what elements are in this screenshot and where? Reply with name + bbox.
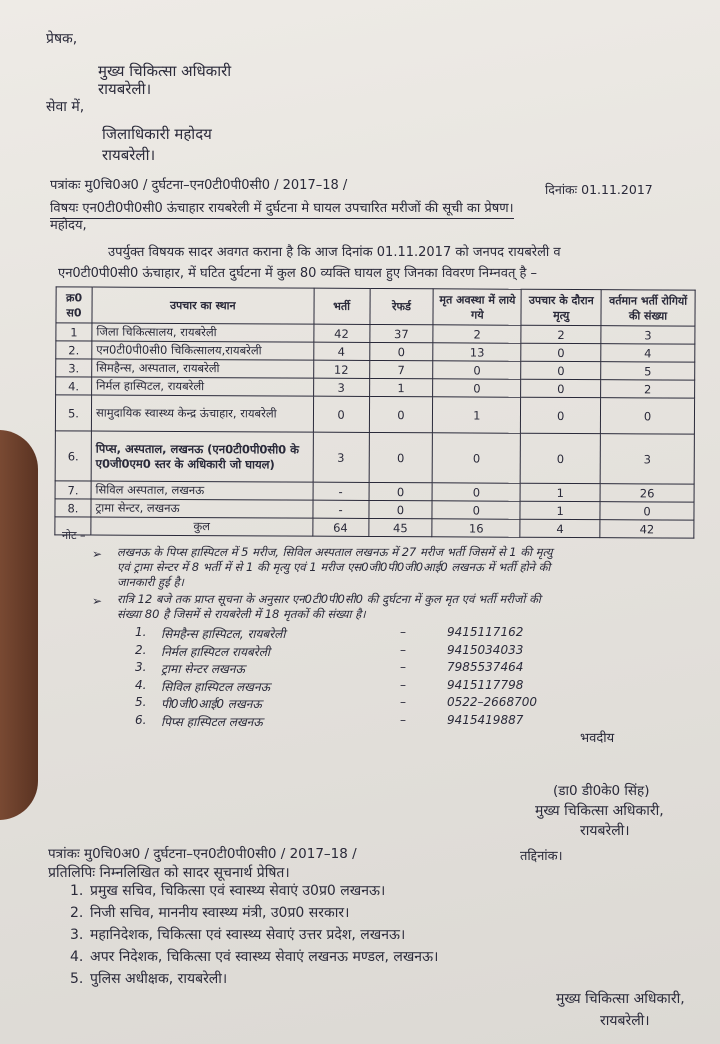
header-place: उपचार का स्थान — [92, 287, 314, 324]
contact-num: 6. — [135, 712, 147, 727]
copy-num: 1. — [70, 883, 84, 899]
cell-sno: 6. — [55, 431, 91, 481]
copy-sign-place: रायबरेली। — [600, 1013, 650, 1029]
cell-sno: 5. — [55, 395, 91, 431]
contact-name: पी0जी0आई0 लखनऊ — [161, 697, 262, 711]
notes-label: नोट – — [62, 529, 86, 542]
cell-admitted: 12 — [313, 360, 369, 378]
contact-num: 1. — [135, 625, 147, 639]
cell-current: 26 — [600, 484, 694, 502]
cell-referred: 37 — [369, 324, 433, 342]
contact-dash: – — [400, 712, 406, 727]
cell-admitted: 4 — [313, 342, 369, 360]
cell-referred: 0 — [369, 432, 433, 482]
list-item — [135, 713, 585, 731]
contact-dash: – — [400, 660, 406, 674]
from-title: मुख्य चिकित्सा अधिकारी — [98, 62, 232, 80]
cell-referred: 0 — [368, 500, 432, 518]
copy-num: 2. — [70, 905, 84, 921]
cell-current: 5 — [601, 362, 695, 380]
copy-num: 5. — [70, 971, 84, 987]
list-item — [135, 625, 585, 643]
list-item — [135, 660, 585, 678]
contact-name: ट्रामा सेन्टर लखनऊ — [161, 662, 245, 676]
total-admitted: 64 — [312, 518, 368, 536]
cell-sno: 2. — [56, 341, 92, 359]
letter-date: दिनांकः 01.11.2017 — [545, 182, 653, 197]
copy-date: तद्दिनांक। — [520, 849, 563, 864]
note-1-line-2: एवं ट्रामा सेन्टर में 8 भर्ती में से 1 की मृत्यु एवं 1 मरीज एस0जी0पी0जी0आई0 लखनऊ में भर्ती होने की — [117, 560, 551, 574]
copy-text: निजी सचिव, माननीय स्वास्थ्य मंत्री, उ0प्र0 सरकार। — [90, 905, 350, 921]
holding-finger — [0, 430, 38, 820]
cell-sno: 4. — [56, 377, 92, 395]
copy-sign-title: मुख्य चिकित्सा अधिकारी, — [556, 991, 685, 1007]
header-admitted: भर्ती — [314, 288, 370, 324]
cell-referred: 0 — [369, 342, 433, 360]
copy-text: महानिदेशक, चिकित्सा एवं स्वास्थ्य सेवाएं उत्तर प्रदेश, लखनऊ। — [90, 927, 406, 943]
signatory-title: मुख्य चिकित्सा अधिकारी, — [535, 803, 664, 819]
to-title: जिलाधिकारी महोदय — [102, 125, 212, 143]
contact-dash: – — [400, 695, 406, 709]
cell-sno: 7. — [55, 481, 91, 499]
total-label: कुल — [91, 517, 313, 536]
cell-dead: 0 — [433, 433, 521, 483]
cell-current: 2 — [601, 380, 695, 398]
list-item — [135, 695, 585, 713]
note-2-line-2: संख्या 80 है जिसमें से रायबरेली में 18 मृतकों की संख्या है। — [117, 607, 366, 621]
contact-num: 2. — [135, 642, 147, 657]
cell-current: 3 — [601, 326, 695, 344]
table-total-row — [55, 517, 694, 538]
cell-place: सामुदायिक स्वास्थ्य केन्द्र ऊंचाहार, रायबरेली — [91, 395, 313, 432]
copy-ref: पत्रांकः मु0चि0अ0 / दुर्घटना–एन0टी0पी0सी0 / 2017–18 / — [48, 846, 357, 862]
contact-name: सिमहैन्स हास्पिटल, रायबरेली — [161, 627, 286, 641]
casualty-table — [54, 286, 695, 538]
cell-current: 0 — [601, 398, 695, 434]
from-label: प्रेषक, — [46, 31, 78, 47]
note-1-line-3: जानकारी हुई है। — [117, 575, 184, 589]
cell-place: एन0टी0पी0सी0 चिकित्सालय,रायबरेली — [92, 341, 314, 360]
copy-num: 4. — [70, 949, 84, 965]
copy-intro: प्रतिलिपिः निम्नलिखित को सादर सूचनार्थ प्रेषित। — [48, 865, 290, 881]
contact-num: 3. — [135, 660, 147, 674]
body-line-1: उपर्युक्त विषयक सादर अवगत कराना है कि आज दिनांक 01.11.2017 को जनपद रायबरेली व — [108, 245, 561, 260]
cell-admitted: - — [313, 482, 369, 500]
cell-died: 0 — [521, 397, 601, 433]
cell-referred: 1 — [369, 378, 433, 396]
cell-sno: 1 — [56, 323, 92, 341]
contact-phone: 0522–2668700 — [447, 695, 537, 709]
contact-dash: – — [400, 642, 406, 657]
cell-referred: 7 — [369, 360, 433, 378]
to-place: रायबरेली। — [102, 146, 156, 164]
cell-place: सिमहैन्स, अस्पताल, रायबरेली — [92, 359, 314, 378]
contact-phone: 9415117798 — [447, 677, 524, 692]
signatory-name: (डा0 डी0के0 सिंह) — [553, 783, 650, 799]
body-line-2: एन0टी0पी0सी0 ऊंचाहार, में घटित दुर्घटना में कुल 80 व्यक्ति घायल हुए जिनका विवरण निम्नवत् है – — [58, 266, 538, 281]
note-2 — [117, 592, 541, 622]
cell-died: 0 — [521, 361, 601, 379]
cell-current: 0 — [600, 502, 694, 520]
closing: भवदीय — [580, 731, 615, 746]
cell-referred: 0 — [369, 482, 433, 500]
copy-text: अपर निदेशक, चिकित्सा एवं स्वास्थ्य सेवाएं लखनऊ मण्डल, लखनऊ। — [90, 949, 439, 965]
cell-dead: 0 — [432, 501, 520, 519]
cell-died: 0 — [520, 433, 600, 483]
contact-dash: – — [400, 677, 406, 692]
contact-phone: 9415117162 — [447, 625, 524, 639]
header-died-in-treatment: उपचार के दौरान मृत्यु — [521, 289, 601, 325]
copy-text: प्रमुख सचिव, चिकित्सा एवं स्वास्थ्य सेवाएं उ0प्र0 लखनऊ। — [90, 883, 386, 899]
to-label: सेवा में, — [46, 99, 85, 115]
contact-dash: – — [400, 625, 406, 639]
contact-name: सिविल हास्पिटल लखनऊ — [161, 679, 271, 694]
table-row — [55, 431, 694, 484]
cell-dead: 0 — [433, 361, 521, 379]
note-2-line-1: रात्रि 12 बजे तक प्राप्त सूचना के अनुसार एन0टी0पी0सी0 की दुर्घटना में कुल मृत एवं भर्ती मरीजों की — [117, 592, 541, 606]
note-1-line-1: लखनऊ के पिप्स हास्पिटल में 5 मरीज, सिविल अस्पताल लखनऊ में 27 मरीज भर्ती जिसमें से 1 की मृत्यु — [117, 545, 553, 559]
cell-place: निर्मल हास्पिटल, रायबरेली — [92, 377, 314, 396]
cell-sno: 8. — [55, 499, 91, 517]
contact-phone: 9415419887 — [447, 712, 524, 727]
contact-num: 5. — [135, 695, 147, 709]
cell-dead: 0 — [433, 379, 521, 397]
cell-current: 3 — [600, 434, 694, 484]
cell-dead: 2 — [433, 325, 521, 343]
note-1 — [117, 545, 553, 590]
salutation: महोदय, — [50, 218, 87, 233]
total-died: 4 — [520, 519, 600, 537]
contact-phone: 7985537464 — [447, 660, 524, 674]
table-header-row — [56, 287, 695, 326]
ref-number: पत्रांकः मु0चि0अ0 / दुर्घटना–एन0टी0पी0सी0 / 2017–18 / — [50, 178, 348, 193]
contact-list — [135, 625, 585, 730]
cell-died: 1 — [520, 501, 600, 519]
contact-phone: 9415034033 — [447, 642, 524, 657]
cell-dead: 1 — [433, 397, 521, 433]
arrow-bullet-icon: ➢ — [92, 594, 103, 608]
cell-place: सिविल अस्पताल, लखनऊ — [91, 481, 313, 500]
contact-name: पिप्स हास्पिटल लखनऊ — [161, 714, 263, 729]
signatory-place: रायबरेली। — [580, 823, 630, 839]
cell-dead: 0 — [432, 483, 520, 501]
cell-place: जिला चिकित्सालय, रायबरेली — [92, 323, 314, 342]
cell-admitted: - — [313, 500, 369, 518]
table-row — [55, 395, 694, 434]
header-dead-on-arrival: मृत अवस्था में लाये गये — [433, 289, 521, 325]
cell-dead: 13 — [433, 343, 521, 361]
header-current: वर्तमान भर्ती रोगियों की संख्या — [601, 290, 695, 326]
copy-num: 3. — [70, 927, 84, 943]
cell-died: 0 — [521, 343, 601, 361]
cell-sno: 3. — [56, 359, 92, 377]
cell-died: 2 — [521, 325, 601, 343]
subject-line: विषयः एन0टी0पी0सी0 ऊंचाहार रायबरेली में दुर्घटना मे घायल उपचारित मरीजों की सूची का प्रेषण। — [50, 200, 514, 219]
arrow-bullet-icon: ➢ — [92, 547, 103, 561]
header-sno: क्र0 स0 — [56, 287, 92, 323]
cell-died: 0 — [521, 379, 601, 397]
cell-admitted: 42 — [313, 324, 369, 342]
cell-place: पिप्स, अस्पताल, लखनऊ (एन0टी0पी0सी0 के ए0जी0एम0 स्तर के अधिकारी जो घायल) — [91, 431, 313, 482]
cell-admitted: 3 — [313, 432, 369, 482]
list-item — [135, 643, 585, 661]
from-place: रायबरेली। — [98, 80, 152, 98]
cell-admitted: 0 — [313, 396, 369, 432]
copy-text: पुलिस अधीक्षक, रायबरेली। — [90, 971, 228, 987]
contact-num: 4. — [135, 677, 147, 692]
list-item — [135, 678, 585, 696]
total-dead: 16 — [432, 519, 520, 537]
cell-referred: 0 — [369, 396, 433, 432]
total-referred: 45 — [368, 518, 432, 536]
cell-place: ट्रामा सेन्टर, लखनऊ — [91, 499, 313, 518]
cell-died: 1 — [520, 483, 600, 501]
total-current: 42 — [600, 520, 694, 538]
contact-name: निर्मल हास्पिटल रायबरेली — [161, 644, 270, 659]
cell-admitted: 3 — [313, 378, 369, 396]
header-referred: रेफर्ड — [369, 288, 433, 324]
cell-current: 4 — [601, 344, 695, 362]
